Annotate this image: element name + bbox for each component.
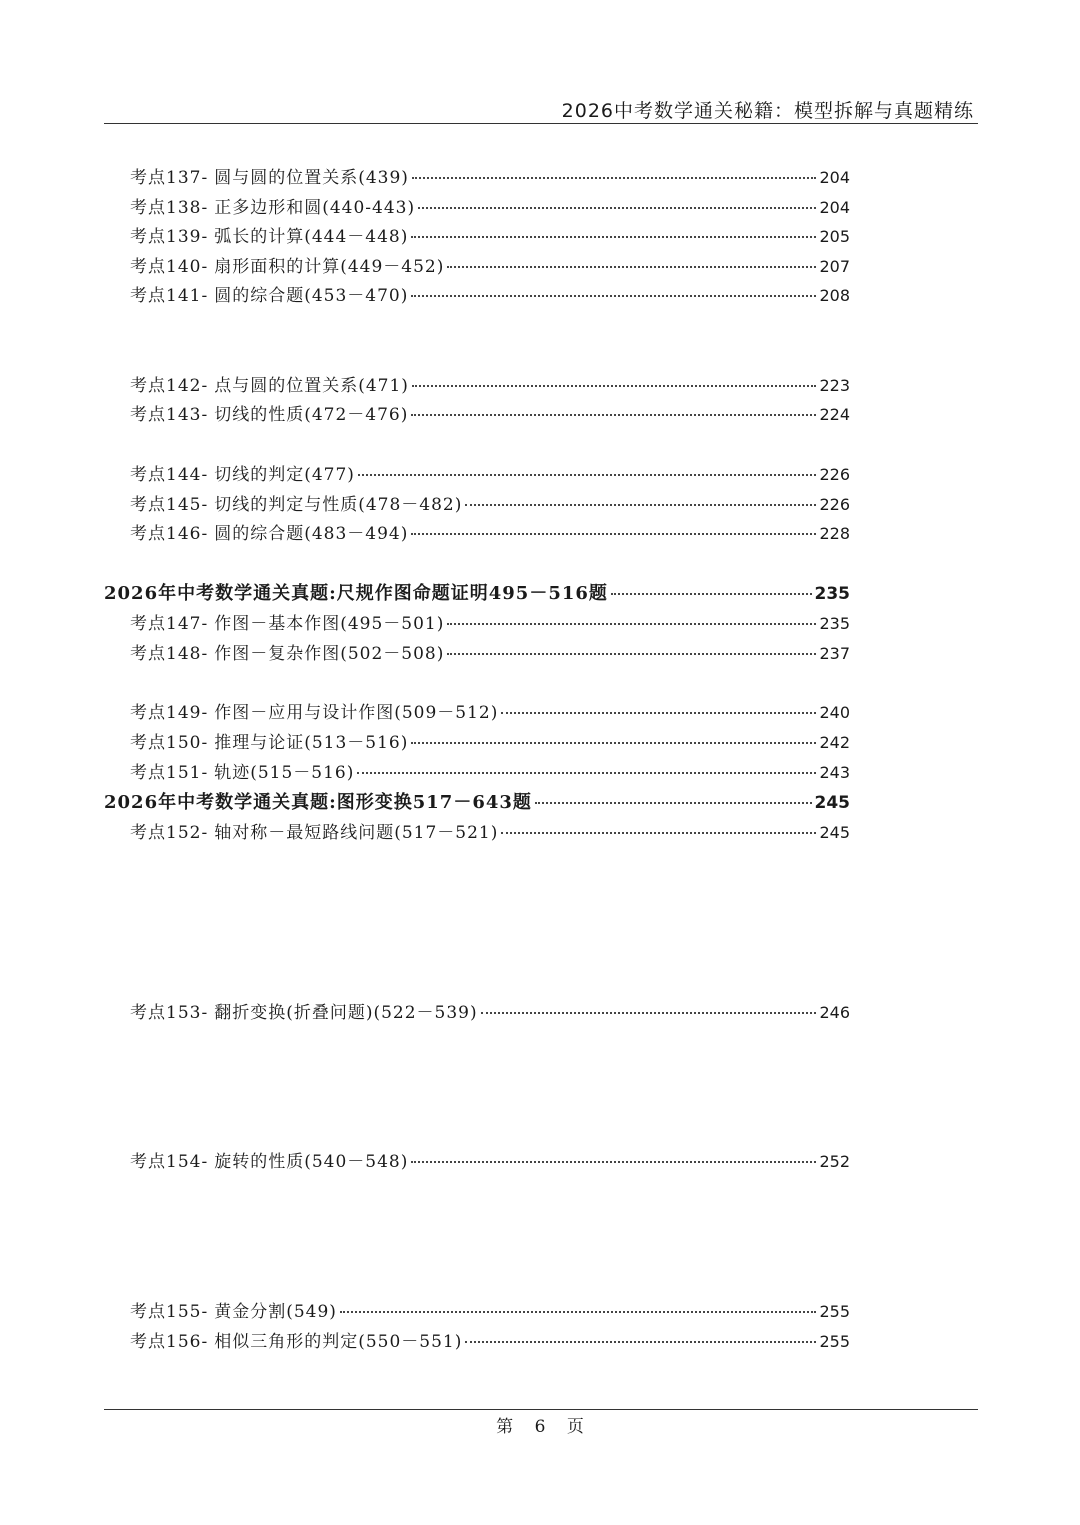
toc-entry-title: 圆与圆的位置关系(439)	[214, 168, 409, 188]
dot-leader	[411, 414, 816, 416]
toc-entry-prefix: 考点154-	[130, 1152, 209, 1172]
dot-leader	[411, 1161, 816, 1163]
toc-entry[interactable]	[130, 226, 850, 248]
dot-leader	[501, 712, 816, 714]
dot-leader	[481, 1012, 817, 1014]
dot-leader	[411, 295, 816, 297]
toc-entry[interactable]	[130, 197, 850, 219]
toc-entry[interactable]	[130, 1002, 850, 1024]
toc-entry-prefix: 考点139-	[130, 227, 209, 247]
toc-entry-title: 弧长的计算(444－448)	[214, 227, 409, 247]
dot-leader	[411, 236, 816, 238]
dot-leader	[411, 742, 816, 744]
dot-leader	[357, 772, 816, 774]
toc-entry-page: 242	[819, 733, 850, 752]
toc-entry-prefix: 考点145-	[130, 495, 209, 515]
toc-section-heading[interactable]	[104, 583, 850, 605]
toc-entry-prefix: 考点153-	[130, 1003, 209, 1023]
footer-rule	[104, 1409, 978, 1410]
toc-entry-prefix: 考点152-	[130, 823, 209, 843]
toc-entry-title: 作图－基本作图(495－501)	[214, 614, 445, 634]
toc-entry-prefix: 考点142-	[130, 376, 209, 396]
toc-entry[interactable]	[130, 1301, 850, 1323]
dot-leader	[412, 385, 817, 387]
toc-entry-page: 243	[819, 763, 850, 782]
toc-entry[interactable]	[130, 1151, 850, 1173]
toc-entry-prefix: 考点147-	[130, 614, 209, 634]
toc-entry-title: 正多边形和圆(440-443)	[214, 198, 416, 218]
toc-entry-prefix: 考点144-	[130, 465, 209, 485]
toc-entry-prefix: 考点146-	[130, 524, 209, 544]
toc-entry-prefix: 考点140-	[130, 257, 209, 277]
toc-entry-page: 252	[819, 1152, 850, 1171]
toc-entry-prefix: 考点156-	[130, 1332, 209, 1352]
toc-entry[interactable]	[130, 613, 850, 635]
toc-entry-title: 轴对称－最短路线问题(517－521)	[214, 823, 499, 843]
toc-entry-title: 推理与论证(513－516)	[214, 733, 409, 753]
toc-entry-title: 切线的性质(472－476)	[214, 405, 409, 425]
dot-leader	[535, 802, 812, 804]
toc-section-title: 2026年中考数学通关真题:尺规作图命题证明495－516题	[104, 583, 608, 604]
toc-entry[interactable]	[130, 375, 850, 397]
header-rule	[104, 123, 978, 124]
running-header-title: 2026中考数学通关秘籍：模型拆解与真题精练	[561, 100, 974, 122]
toc-entry[interactable]	[130, 732, 850, 754]
footer-prefix: 第	[496, 1417, 514, 1437]
toc-section-page: 245	[814, 793, 850, 813]
dot-leader	[358, 474, 817, 476]
dot-leader	[340, 1311, 817, 1313]
dot-leader	[447, 653, 816, 655]
toc-entry-page: 226	[819, 495, 850, 514]
dot-leader	[447, 266, 816, 268]
toc-entry-prefix: 考点143-	[130, 405, 209, 425]
toc-entry-prefix: 考点151-	[130, 763, 209, 783]
toc-entry-title: 切线的判定(477)	[214, 465, 355, 485]
dot-leader	[465, 504, 816, 506]
toc-entry[interactable]	[130, 762, 850, 784]
toc-entry[interactable]	[130, 822, 850, 844]
dot-leader	[611, 593, 812, 595]
toc-entry-title: 作图－应用与设计作图(509－512)	[214, 703, 499, 723]
toc-entry-prefix: 考点137-	[130, 168, 209, 188]
toc-entry[interactable]	[130, 404, 850, 426]
toc-entry-page: 204	[819, 168, 850, 187]
dot-leader	[411, 533, 816, 535]
toc-entry-title: 黄金分割(549)	[214, 1302, 337, 1322]
page-footer	[0, 1412, 1080, 1437]
toc-section-title: 2026年中考数学通关真题:图形变换517－643题	[104, 792, 532, 813]
dot-leader	[501, 832, 816, 834]
toc-entry-title: 切线的判定与性质(478－482)	[214, 495, 463, 515]
toc-entry[interactable]	[130, 494, 850, 516]
toc-entry-title: 翻折变换(折叠问题)(522－539)	[214, 1003, 478, 1023]
toc-entry[interactable]	[130, 285, 850, 307]
toc-entry-page: 224	[819, 405, 850, 424]
toc-section-page: 235	[814, 584, 850, 604]
footer-suffix: 页	[566, 1417, 584, 1437]
toc-entry[interactable]	[130, 167, 850, 189]
toc-entry-page: 205	[819, 227, 850, 246]
toc-entry-title: 轨迹(515－516)	[214, 763, 355, 783]
toc-entry-page: 223	[819, 376, 850, 395]
toc-entry-prefix: 考点141-	[130, 286, 209, 306]
toc-entry-title: 圆的综合题(483－494)	[214, 524, 409, 544]
toc-entry[interactable]	[130, 1331, 850, 1353]
toc-entry-title: 旋转的性质(540－548)	[214, 1152, 409, 1172]
toc-entry-title: 扇形面积的计算(449－452)	[214, 257, 445, 277]
toc-entry-prefix: 考点155-	[130, 1302, 209, 1322]
toc-entry-prefix: 考点150-	[130, 733, 209, 753]
toc-entry[interactable]	[130, 702, 850, 724]
toc-entry[interactable]	[130, 643, 850, 665]
dot-leader	[465, 1341, 816, 1343]
toc-entry-prefix: 考点138-	[130, 198, 209, 218]
toc-entry-page: 240	[819, 703, 850, 722]
toc-entry-page: 204	[819, 198, 850, 217]
dot-leader	[412, 177, 817, 179]
toc-entry-title: 点与圆的位置关系(471)	[214, 376, 409, 396]
toc-entry[interactable]	[130, 256, 850, 278]
footer-page-number: 6	[534, 1417, 546, 1437]
toc-entry-page: 255	[819, 1332, 850, 1351]
toc-entry-page: 255	[819, 1302, 850, 1321]
toc-entry-page: 207	[819, 257, 850, 276]
toc-entry-title: 相似三角形的判定(550－551)	[214, 1332, 463, 1352]
toc-entry[interactable]	[130, 464, 850, 486]
toc-entry-page: 235	[819, 614, 850, 633]
toc-entry-page: 246	[819, 1003, 850, 1022]
dot-leader	[418, 207, 816, 209]
toc-entry-prefix: 考点148-	[130, 644, 209, 664]
toc-entry-title: 作图－复杂作图(502－508)	[214, 644, 445, 664]
toc-entry-page: 226	[819, 465, 850, 484]
dot-leader	[447, 623, 816, 625]
toc-entry-page: 208	[819, 286, 850, 305]
toc-entry-page: 228	[819, 524, 850, 543]
toc-entry[interactable]	[130, 523, 850, 545]
toc-entry-page: 245	[819, 823, 850, 842]
toc-entry-page: 237	[819, 644, 850, 663]
toc-entry-title: 圆的综合题(453－470)	[214, 286, 409, 306]
toc-entry-prefix: 考点149-	[130, 703, 209, 723]
toc-section-heading[interactable]	[104, 792, 850, 814]
